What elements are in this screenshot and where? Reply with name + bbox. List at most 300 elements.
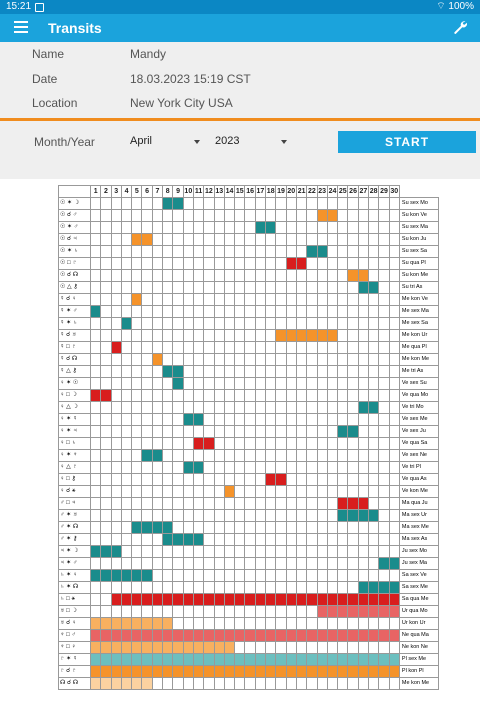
day-cell[interactable] bbox=[245, 342, 255, 354]
day-cell[interactable] bbox=[255, 666, 265, 678]
day-cell[interactable] bbox=[245, 630, 255, 642]
day-cell[interactable] bbox=[327, 354, 337, 366]
day-cell[interactable] bbox=[121, 306, 131, 318]
day-cell[interactable] bbox=[111, 618, 121, 630]
day-cell[interactable] bbox=[163, 654, 173, 666]
day-cell[interactable] bbox=[276, 678, 286, 690]
day-cell[interactable] bbox=[296, 498, 306, 510]
day-cell[interactable] bbox=[173, 546, 183, 558]
day-cell[interactable] bbox=[276, 282, 286, 294]
day-cell[interactable] bbox=[101, 270, 111, 282]
day-cell[interactable] bbox=[111, 402, 121, 414]
day-cell[interactable] bbox=[214, 210, 224, 222]
day-cell[interactable] bbox=[358, 366, 368, 378]
day-cell[interactable] bbox=[286, 534, 296, 546]
day-cell[interactable] bbox=[266, 282, 276, 294]
day-cell[interactable] bbox=[204, 210, 214, 222]
day-cell[interactable] bbox=[379, 558, 389, 570]
day-cell[interactable] bbox=[121, 654, 131, 666]
day-cell[interactable] bbox=[389, 306, 399, 318]
day-cell[interactable] bbox=[348, 666, 358, 678]
day-cell[interactable] bbox=[204, 354, 214, 366]
day-cell[interactable] bbox=[235, 198, 245, 210]
day-cell[interactable] bbox=[276, 606, 286, 618]
day-cell[interactable] bbox=[132, 342, 142, 354]
day-cell[interactable] bbox=[245, 390, 255, 402]
day-cell[interactable] bbox=[255, 546, 265, 558]
day-cell[interactable] bbox=[338, 258, 348, 270]
day-cell[interactable] bbox=[317, 606, 327, 618]
day-cell[interactable] bbox=[121, 222, 131, 234]
day-cell[interactable] bbox=[369, 318, 379, 330]
day-cell[interactable] bbox=[307, 534, 317, 546]
day-cell[interactable] bbox=[358, 282, 368, 294]
day-cell[interactable] bbox=[338, 462, 348, 474]
day-cell[interactable] bbox=[101, 210, 111, 222]
day-cell[interactable] bbox=[183, 306, 193, 318]
day-cell[interactable] bbox=[327, 570, 337, 582]
day-cell[interactable] bbox=[152, 234, 162, 246]
day-cell[interactable] bbox=[338, 366, 348, 378]
day-cell[interactable] bbox=[317, 390, 327, 402]
day-cell[interactable] bbox=[327, 330, 337, 342]
day-cell[interactable] bbox=[317, 354, 327, 366]
day-cell[interactable] bbox=[266, 594, 276, 606]
day-cell[interactable] bbox=[142, 666, 152, 678]
day-cell[interactable] bbox=[204, 666, 214, 678]
day-cell[interactable] bbox=[266, 474, 276, 486]
day-cell[interactable] bbox=[389, 402, 399, 414]
day-cell[interactable] bbox=[132, 582, 142, 594]
day-cell[interactable] bbox=[132, 318, 142, 330]
day-cell[interactable] bbox=[121, 666, 131, 678]
day-cell[interactable] bbox=[307, 258, 317, 270]
day-cell[interactable] bbox=[245, 198, 255, 210]
day-cell[interactable] bbox=[235, 414, 245, 426]
day-cell[interactable] bbox=[369, 522, 379, 534]
day-cell[interactable] bbox=[121, 486, 131, 498]
day-cell[interactable] bbox=[369, 582, 379, 594]
day-cell[interactable] bbox=[255, 510, 265, 522]
day-cell[interactable] bbox=[121, 270, 131, 282]
day-cell[interactable] bbox=[235, 618, 245, 630]
day-cell[interactable] bbox=[235, 570, 245, 582]
day-cell[interactable] bbox=[132, 306, 142, 318]
day-cell[interactable] bbox=[266, 378, 276, 390]
day-cell[interactable] bbox=[327, 486, 337, 498]
day-cell[interactable] bbox=[348, 630, 358, 642]
day-cell[interactable] bbox=[193, 474, 203, 486]
day-cell[interactable] bbox=[204, 270, 214, 282]
day-cell[interactable] bbox=[91, 654, 101, 666]
day-cell[interactable] bbox=[224, 318, 234, 330]
day-cell[interactable] bbox=[224, 606, 234, 618]
day-cell[interactable] bbox=[214, 630, 224, 642]
day-cell[interactable] bbox=[91, 222, 101, 234]
day-cell[interactable] bbox=[379, 390, 389, 402]
day-cell[interactable] bbox=[173, 306, 183, 318]
day-cell[interactable] bbox=[266, 618, 276, 630]
day-cell[interactable] bbox=[307, 630, 317, 642]
day-cell[interactable] bbox=[204, 402, 214, 414]
day-cell[interactable] bbox=[255, 354, 265, 366]
day-cell[interactable] bbox=[307, 234, 317, 246]
day-cell[interactable] bbox=[132, 426, 142, 438]
day-cell[interactable] bbox=[111, 354, 121, 366]
day-cell[interactable] bbox=[358, 294, 368, 306]
day-cell[interactable] bbox=[338, 414, 348, 426]
day-cell[interactable] bbox=[266, 678, 276, 690]
day-cell[interactable] bbox=[348, 570, 358, 582]
day-cell[interactable] bbox=[235, 666, 245, 678]
day-cell[interactable] bbox=[296, 582, 306, 594]
day-cell[interactable] bbox=[204, 570, 214, 582]
day-cell[interactable] bbox=[379, 438, 389, 450]
day-cell[interactable] bbox=[214, 522, 224, 534]
day-cell[interactable] bbox=[235, 306, 245, 318]
day-cell[interactable] bbox=[307, 402, 317, 414]
day-cell[interactable] bbox=[369, 282, 379, 294]
day-cell[interactable] bbox=[183, 678, 193, 690]
day-cell[interactable] bbox=[286, 426, 296, 438]
day-cell[interactable] bbox=[173, 510, 183, 522]
day-cell[interactable] bbox=[235, 210, 245, 222]
day-cell[interactable] bbox=[152, 594, 162, 606]
day-cell[interactable] bbox=[121, 198, 131, 210]
day-cell[interactable] bbox=[338, 642, 348, 654]
day-cell[interactable] bbox=[121, 246, 131, 258]
day-cell[interactable] bbox=[245, 678, 255, 690]
day-cell[interactable] bbox=[173, 270, 183, 282]
day-cell[interactable] bbox=[358, 450, 368, 462]
day-cell[interactable] bbox=[163, 462, 173, 474]
day-cell[interactable] bbox=[266, 402, 276, 414]
day-cell[interactable] bbox=[348, 510, 358, 522]
day-cell[interactable] bbox=[173, 582, 183, 594]
day-cell[interactable] bbox=[369, 510, 379, 522]
day-cell[interactable] bbox=[235, 246, 245, 258]
day-cell[interactable] bbox=[224, 258, 234, 270]
day-cell[interactable] bbox=[317, 642, 327, 654]
day-cell[interactable] bbox=[183, 594, 193, 606]
day-cell[interactable] bbox=[101, 258, 111, 270]
day-cell[interactable] bbox=[255, 630, 265, 642]
day-cell[interactable] bbox=[101, 366, 111, 378]
day-cell[interactable] bbox=[224, 630, 234, 642]
day-cell[interactable] bbox=[296, 258, 306, 270]
day-cell[interactable] bbox=[327, 258, 337, 270]
day-cell[interactable] bbox=[173, 462, 183, 474]
day-cell[interactable] bbox=[132, 546, 142, 558]
day-cell[interactable] bbox=[348, 546, 358, 558]
day-cell[interactable] bbox=[142, 630, 152, 642]
day-cell[interactable] bbox=[307, 450, 317, 462]
day-cell[interactable] bbox=[183, 666, 193, 678]
day-cell[interactable] bbox=[317, 306, 327, 318]
day-cell[interactable] bbox=[142, 246, 152, 258]
day-cell[interactable] bbox=[91, 594, 101, 606]
day-cell[interactable] bbox=[317, 414, 327, 426]
day-cell[interactable] bbox=[255, 438, 265, 450]
day-cell[interactable] bbox=[379, 498, 389, 510]
day-cell[interactable] bbox=[276, 222, 286, 234]
day-cell[interactable] bbox=[379, 222, 389, 234]
day-cell[interactable] bbox=[91, 558, 101, 570]
day-cell[interactable] bbox=[348, 474, 358, 486]
day-cell[interactable] bbox=[296, 390, 306, 402]
day-cell[interactable] bbox=[121, 330, 131, 342]
day-cell[interactable] bbox=[193, 486, 203, 498]
day-cell[interactable] bbox=[327, 210, 337, 222]
day-cell[interactable] bbox=[255, 414, 265, 426]
day-cell[interactable] bbox=[173, 378, 183, 390]
day-cell[interactable] bbox=[101, 354, 111, 366]
day-cell[interactable] bbox=[152, 654, 162, 666]
day-cell[interactable] bbox=[173, 294, 183, 306]
day-cell[interactable] bbox=[91, 306, 101, 318]
day-cell[interactable] bbox=[369, 678, 379, 690]
day-cell[interactable] bbox=[214, 594, 224, 606]
day-cell[interactable] bbox=[276, 246, 286, 258]
day-cell[interactable] bbox=[111, 630, 121, 642]
day-cell[interactable] bbox=[379, 666, 389, 678]
day-cell[interactable] bbox=[379, 258, 389, 270]
day-cell[interactable] bbox=[389, 426, 399, 438]
day-cell[interactable] bbox=[296, 330, 306, 342]
day-cell[interactable] bbox=[245, 282, 255, 294]
day-cell[interactable] bbox=[296, 510, 306, 522]
day-cell[interactable] bbox=[358, 378, 368, 390]
day-cell[interactable] bbox=[379, 198, 389, 210]
day-cell[interactable] bbox=[121, 366, 131, 378]
day-cell[interactable] bbox=[369, 270, 379, 282]
day-cell[interactable] bbox=[266, 330, 276, 342]
day-cell[interactable] bbox=[101, 642, 111, 654]
day-cell[interactable] bbox=[245, 306, 255, 318]
day-cell[interactable] bbox=[204, 366, 214, 378]
day-cell[interactable] bbox=[389, 462, 399, 474]
day-cell[interactable] bbox=[101, 606, 111, 618]
day-cell[interactable] bbox=[379, 378, 389, 390]
day-cell[interactable] bbox=[296, 606, 306, 618]
day-cell[interactable] bbox=[101, 234, 111, 246]
day-cell[interactable] bbox=[307, 654, 317, 666]
day-cell[interactable] bbox=[317, 198, 327, 210]
day-cell[interactable] bbox=[224, 246, 234, 258]
day-cell[interactable] bbox=[286, 654, 296, 666]
day-cell[interactable] bbox=[183, 378, 193, 390]
day-cell[interactable] bbox=[276, 534, 286, 546]
day-cell[interactable] bbox=[307, 474, 317, 486]
day-cell[interactable] bbox=[245, 522, 255, 534]
day-cell[interactable] bbox=[317, 342, 327, 354]
day-cell[interactable] bbox=[152, 318, 162, 330]
day-cell[interactable] bbox=[389, 546, 399, 558]
day-cell[interactable] bbox=[276, 498, 286, 510]
day-cell[interactable] bbox=[379, 642, 389, 654]
day-cell[interactable] bbox=[317, 678, 327, 690]
day-cell[interactable] bbox=[379, 654, 389, 666]
day-cell[interactable] bbox=[214, 414, 224, 426]
day-cell[interactable] bbox=[389, 438, 399, 450]
day-cell[interactable] bbox=[132, 270, 142, 282]
day-cell[interactable] bbox=[338, 582, 348, 594]
day-cell[interactable] bbox=[245, 462, 255, 474]
day-cell[interactable] bbox=[286, 198, 296, 210]
day-cell[interactable] bbox=[379, 510, 389, 522]
day-cell[interactable] bbox=[193, 618, 203, 630]
day-cell[interactable] bbox=[163, 354, 173, 366]
day-cell[interactable] bbox=[224, 294, 234, 306]
day-cell[interactable] bbox=[276, 594, 286, 606]
day-cell[interactable] bbox=[173, 246, 183, 258]
day-cell[interactable] bbox=[245, 438, 255, 450]
day-cell[interactable] bbox=[204, 522, 214, 534]
day-cell[interactable] bbox=[276, 462, 286, 474]
day-cell[interactable] bbox=[111, 666, 121, 678]
day-cell[interactable] bbox=[193, 678, 203, 690]
day-cell[interactable] bbox=[183, 534, 193, 546]
day-cell[interactable] bbox=[245, 642, 255, 654]
day-cell[interactable] bbox=[245, 246, 255, 258]
day-cell[interactable] bbox=[183, 570, 193, 582]
day-cell[interactable] bbox=[204, 414, 214, 426]
day-cell[interactable] bbox=[255, 378, 265, 390]
day-cell[interactable] bbox=[204, 234, 214, 246]
day-cell[interactable] bbox=[214, 426, 224, 438]
day-cell[interactable] bbox=[132, 390, 142, 402]
start-button[interactable]: START bbox=[338, 131, 476, 153]
day-cell[interactable] bbox=[224, 678, 234, 690]
day-cell[interactable] bbox=[276, 270, 286, 282]
day-cell[interactable] bbox=[255, 390, 265, 402]
day-cell[interactable] bbox=[348, 594, 358, 606]
day-cell[interactable] bbox=[358, 306, 368, 318]
day-cell[interactable] bbox=[369, 402, 379, 414]
day-cell[interactable] bbox=[121, 354, 131, 366]
day-cell[interactable] bbox=[245, 510, 255, 522]
day-cell[interactable] bbox=[379, 426, 389, 438]
day-cell[interactable] bbox=[111, 246, 121, 258]
day-cell[interactable] bbox=[214, 342, 224, 354]
day-cell[interactable] bbox=[296, 342, 306, 354]
day-cell[interactable] bbox=[183, 222, 193, 234]
day-cell[interactable] bbox=[255, 486, 265, 498]
day-cell[interactable] bbox=[204, 198, 214, 210]
day-cell[interactable] bbox=[307, 618, 317, 630]
day-cell[interactable] bbox=[204, 462, 214, 474]
day-cell[interactable] bbox=[327, 534, 337, 546]
day-cell[interactable] bbox=[235, 426, 245, 438]
day-cell[interactable] bbox=[338, 198, 348, 210]
day-cell[interactable] bbox=[235, 630, 245, 642]
day-cell[interactable] bbox=[163, 198, 173, 210]
day-cell[interactable] bbox=[235, 654, 245, 666]
day-cell[interactable] bbox=[296, 462, 306, 474]
day-cell[interactable] bbox=[317, 210, 327, 222]
day-cell[interactable] bbox=[348, 210, 358, 222]
day-cell[interactable] bbox=[163, 570, 173, 582]
day-cell[interactable] bbox=[379, 306, 389, 318]
day-cell[interactable] bbox=[307, 222, 317, 234]
day-cell[interactable] bbox=[142, 582, 152, 594]
day-cell[interactable] bbox=[389, 366, 399, 378]
day-cell[interactable] bbox=[276, 654, 286, 666]
day-cell[interactable] bbox=[389, 390, 399, 402]
day-cell[interactable] bbox=[91, 390, 101, 402]
day-cell[interactable] bbox=[358, 642, 368, 654]
day-cell[interactable] bbox=[389, 378, 399, 390]
day-cell[interactable] bbox=[91, 270, 101, 282]
day-cell[interactable] bbox=[183, 210, 193, 222]
day-cell[interactable] bbox=[142, 210, 152, 222]
day-cell[interactable] bbox=[296, 522, 306, 534]
day-cell[interactable] bbox=[389, 486, 399, 498]
day-cell[interactable] bbox=[286, 666, 296, 678]
day-cell[interactable] bbox=[193, 510, 203, 522]
day-cell[interactable] bbox=[255, 522, 265, 534]
day-cell[interactable] bbox=[379, 294, 389, 306]
day-cell[interactable] bbox=[163, 510, 173, 522]
day-cell[interactable] bbox=[266, 438, 276, 450]
day-cell[interactable] bbox=[235, 450, 245, 462]
day-cell[interactable] bbox=[101, 282, 111, 294]
day-cell[interactable] bbox=[348, 222, 358, 234]
day-cell[interactable] bbox=[266, 354, 276, 366]
day-cell[interactable] bbox=[276, 210, 286, 222]
day-cell[interactable] bbox=[101, 546, 111, 558]
day-cell[interactable] bbox=[286, 582, 296, 594]
day-cell[interactable] bbox=[255, 534, 265, 546]
day-cell[interactable] bbox=[338, 306, 348, 318]
day-cell[interactable] bbox=[214, 486, 224, 498]
day-cell[interactable] bbox=[142, 426, 152, 438]
day-cell[interactable] bbox=[101, 510, 111, 522]
day-cell[interactable] bbox=[266, 630, 276, 642]
day-cell[interactable] bbox=[235, 222, 245, 234]
day-cell[interactable] bbox=[255, 450, 265, 462]
day-cell[interactable] bbox=[204, 678, 214, 690]
day-cell[interactable] bbox=[266, 558, 276, 570]
day-cell[interactable] bbox=[389, 474, 399, 486]
day-cell[interactable] bbox=[224, 342, 234, 354]
day-cell[interactable] bbox=[286, 450, 296, 462]
day-cell[interactable] bbox=[163, 294, 173, 306]
day-cell[interactable] bbox=[235, 474, 245, 486]
day-cell[interactable] bbox=[338, 498, 348, 510]
day-cell[interactable] bbox=[348, 606, 358, 618]
day-cell[interactable] bbox=[193, 234, 203, 246]
day-cell[interactable] bbox=[152, 642, 162, 654]
day-cell[interactable] bbox=[276, 438, 286, 450]
day-cell[interactable] bbox=[101, 498, 111, 510]
day-cell[interactable] bbox=[296, 426, 306, 438]
day-cell[interactable] bbox=[255, 570, 265, 582]
day-cell[interactable] bbox=[389, 234, 399, 246]
day-cell[interactable] bbox=[183, 558, 193, 570]
day-cell[interactable] bbox=[152, 330, 162, 342]
day-cell[interactable] bbox=[193, 210, 203, 222]
day-cell[interactable] bbox=[286, 306, 296, 318]
day-cell[interactable] bbox=[214, 246, 224, 258]
day-cell[interactable] bbox=[91, 630, 101, 642]
day-cell[interactable] bbox=[348, 234, 358, 246]
day-cell[interactable] bbox=[327, 282, 337, 294]
day-cell[interactable] bbox=[214, 558, 224, 570]
day-cell[interactable] bbox=[348, 534, 358, 546]
day-cell[interactable] bbox=[214, 366, 224, 378]
day-cell[interactable] bbox=[296, 666, 306, 678]
